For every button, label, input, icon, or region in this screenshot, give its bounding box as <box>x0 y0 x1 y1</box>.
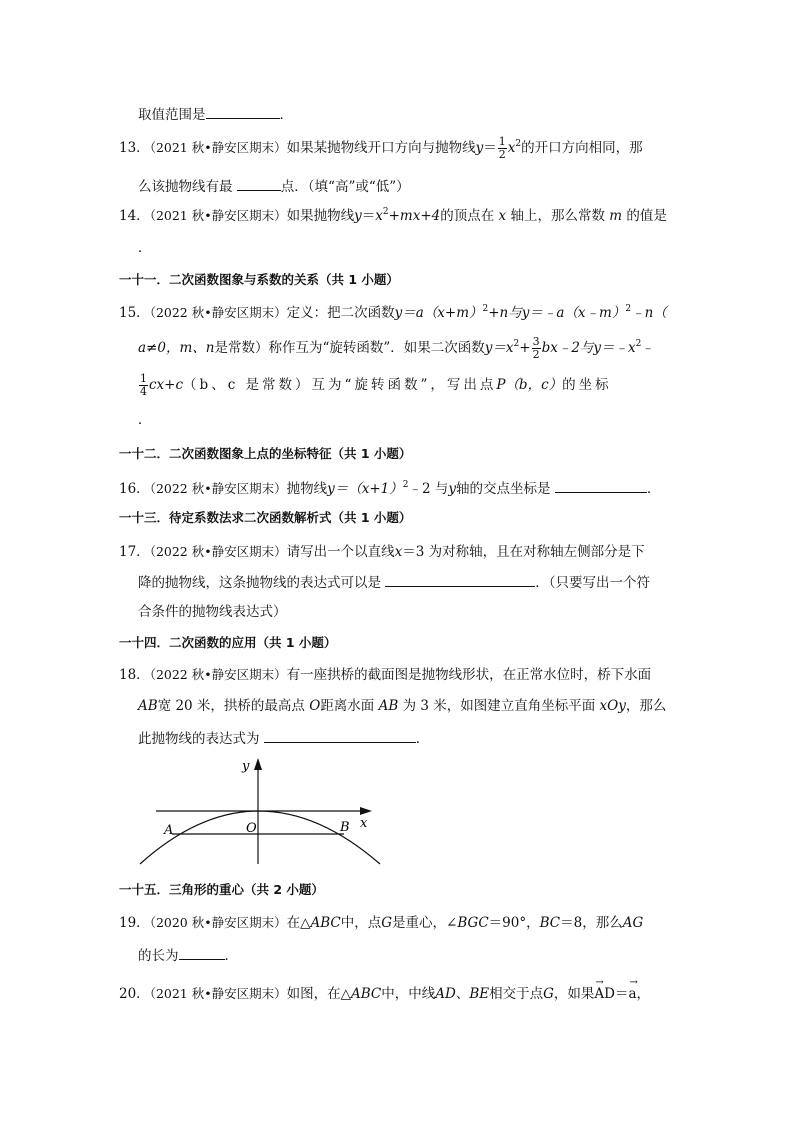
label-x: x <box>360 816 368 831</box>
fraction-three-halves: $\frac{3}{2}$ <box>532 335 540 361</box>
label-y: y <box>242 759 250 774</box>
section-13-heading: 一十三．待定系数法求二次函数解析式（共 1 小题） <box>119 510 412 525</box>
y-axis-arrow-icon <box>254 758 262 770</box>
question-18-line-3: 此抛物线的表达式为 ． <box>138 728 429 749</box>
answer-blank[interactable] <box>179 945 225 960</box>
parabola-arch <box>140 811 380 864</box>
question-13: 13．（2021 秋•静安区期末）如果某抛物线开口方向与抛物线y＝ $\frac{1}{2}$ $x^2$的开口方向相同，那 <box>119 135 643 161</box>
fraction-one-half: $\frac{1}{2}$ <box>498 135 506 161</box>
vector-a: → a <box>628 984 636 1004</box>
question-16: 16．（2022 秋•静安区期末）抛物线$y=(x+1)^2﹣2$ 与y轴的交点坐标是 ． <box>119 480 661 497</box>
question-15-line-2: a≠0，m、n是常数）称作互为“旋转函数”．如果二次函数$y=x^2+$ $\frac{3}{2}$ bx﹣2与$y=﹣x^2﹣$ <box>138 335 655 361</box>
q12-continuation: 取值范围是 ． <box>138 104 293 125</box>
question-17-line-3: 合条件的抛物线表达式） <box>138 604 287 620</box>
question-15-line-4: ． <box>138 412 152 428</box>
label-b: B <box>340 820 350 835</box>
question-17: 17．（2022 秋•静安区期末）请写出一个以直线x＝3 为对称轴，且在对称轴左侧部分是下 <box>119 544 645 560</box>
label-a: A <box>164 823 174 838</box>
answer-blank[interactable] <box>264 728 416 743</box>
answer-blank[interactable] <box>237 176 281 191</box>
question-15-line-3: $\frac{1}{4}$ cx+c（b、c 是常数）互为“旋转函数”，写出点P（b，c）的坐标 <box>140 372 612 398</box>
bridge-parabola-figure <box>128 752 388 870</box>
answer-blank[interactable] <box>555 478 647 493</box>
question-17-line-2: 降的抛物线，这条抛物线的表达式可以是 ．（只要写出一个符 <box>138 572 650 593</box>
question-19-line-2: 的长为 ． <box>138 945 238 966</box>
vector-ad: → AD <box>594 984 615 1004</box>
question-14: 14．（2021 秋•静安区期末）如果抛物线$y=x^2+mx+4$的顶点在 x 轴上，那么常数 m 的值是 <box>119 207 667 224</box>
x-axis-arrow-icon <box>360 807 372 815</box>
section-15-heading: 一十五．三角形的重心（共 2 小题） <box>119 882 324 897</box>
question-19: 19．（2020 秋•静安区期末）在△ABC中，点G是重心，∠BGC＝90°，BC＝8，那么AG <box>119 915 644 931</box>
answer-blank[interactable] <box>206 104 280 119</box>
section-11-heading: 一十一．二次函数图象与系数的关系（共 1 小题） <box>119 272 399 287</box>
question-18: 18．（2022 秋•静安区期末）有一座拱桥的截面图是抛物线形状，在正常水位时，桥下水面 <box>119 667 652 683</box>
question-13-line-2: 么该抛物线有最 点．（填“高”或“低”） <box>138 176 410 197</box>
section-14-heading: 一十四．二次函数的应用（共 1 小题） <box>119 635 337 650</box>
section-12-heading: 一十二．二次函数图象上点的坐标特征（共 1 小题） <box>119 446 412 461</box>
question-14-line-2: ． <box>138 240 152 256</box>
answer-blank[interactable] <box>385 572 535 587</box>
label-o: O <box>246 821 257 836</box>
question-20: 20．（2021 秋•静安区期末）如图，在△ABC中，中线AD、BE相交于点G，如果→ AD＝→ a， <box>119 984 650 1004</box>
fraction-one-quarter: $\frac{1}{4}$ <box>140 372 147 398</box>
question-18-line-2: AB宽 20 米，拱桥的最高点 O距离水面 AB 为 3 米，如图建立直角坐标平面 xOy，那么 <box>138 698 667 714</box>
question-15: 15．（2022 秋•静安区期末）定义：把二次函数$y=a(x+m)^2+n$与y＝﹣a（x﹣m）$^2$﹣n（ <box>119 304 667 321</box>
